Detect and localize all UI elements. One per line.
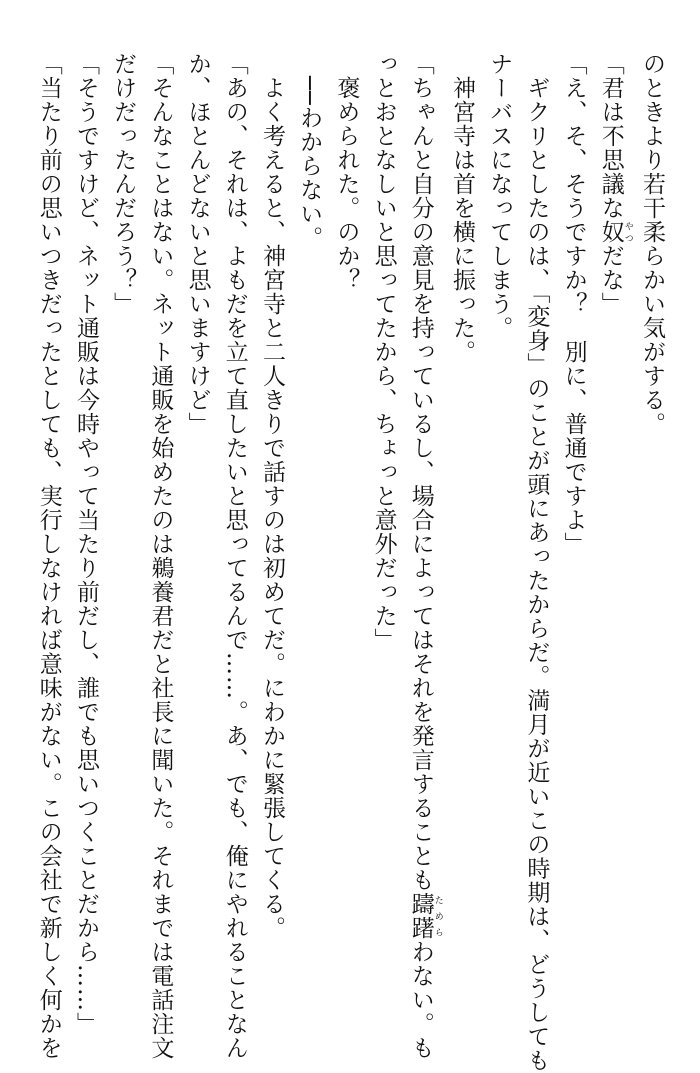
text-line: だけだったんだろう？」 bbox=[110, 52, 137, 316]
ruby-word: 躊躇 ためら bbox=[407, 892, 443, 940]
text-line: か、ほとんどないと思いますけど」 bbox=[184, 52, 211, 436]
text-line: ──わからない。 bbox=[296, 52, 323, 250]
text-line: 「君は不思議な奴 やつだな」 bbox=[597, 52, 633, 316]
vertical-text-body bbox=[30, 52, 670, 1073]
text-line: 「ちゃんと自分の意見を持っているし、場合によってはそれを発言することも躊躇 ためらわない。も bbox=[407, 52, 443, 1060]
text-line: ナーバスになってしまう。 bbox=[486, 52, 513, 340]
text-line: ギクリとしたのは、「変身」のことが頭にあったからだ。満月が近いこの時期は、どうしても bbox=[523, 52, 550, 1073]
text-line: 褒められた。のか？ bbox=[333, 52, 360, 292]
text-line: 「そんなことはない。ネット通販を始めたのは鵜養君だと社長に聞いた。それまでは電話注文 bbox=[147, 52, 174, 1060]
text-line: よく考えると、神宮寺と二人きりで話すのは初めてだ。にわかに緊張してくる。 bbox=[258, 52, 285, 940]
text-line: っとおとなしいと思ってたから、ちょっと意外だった」 bbox=[370, 52, 397, 652]
text-line: 「え、そ、そうですか？ 別に、普通ですよ」 bbox=[560, 52, 587, 556]
text-line: 「当たり前の思いつきだったとしても、実行しなければ意味がない。この会社で新しく何かを bbox=[35, 52, 62, 1060]
text-line: 神宮寺は首を横に振った。 bbox=[448, 52, 475, 364]
text-line: 「そうですけど、ネット通販は今時やって当たり前だし、誰でも思いつくことだから……」 bbox=[72, 52, 99, 1036]
text-line: 「あの、それは、よもだを立て直したいと思ってるんで……。あ、でも、俺にやれることなん bbox=[221, 52, 248, 1060]
ruby-word: 奴 やつ bbox=[597, 220, 633, 244]
text-line: のときより若干柔らかい気がする。 bbox=[639, 52, 665, 436]
